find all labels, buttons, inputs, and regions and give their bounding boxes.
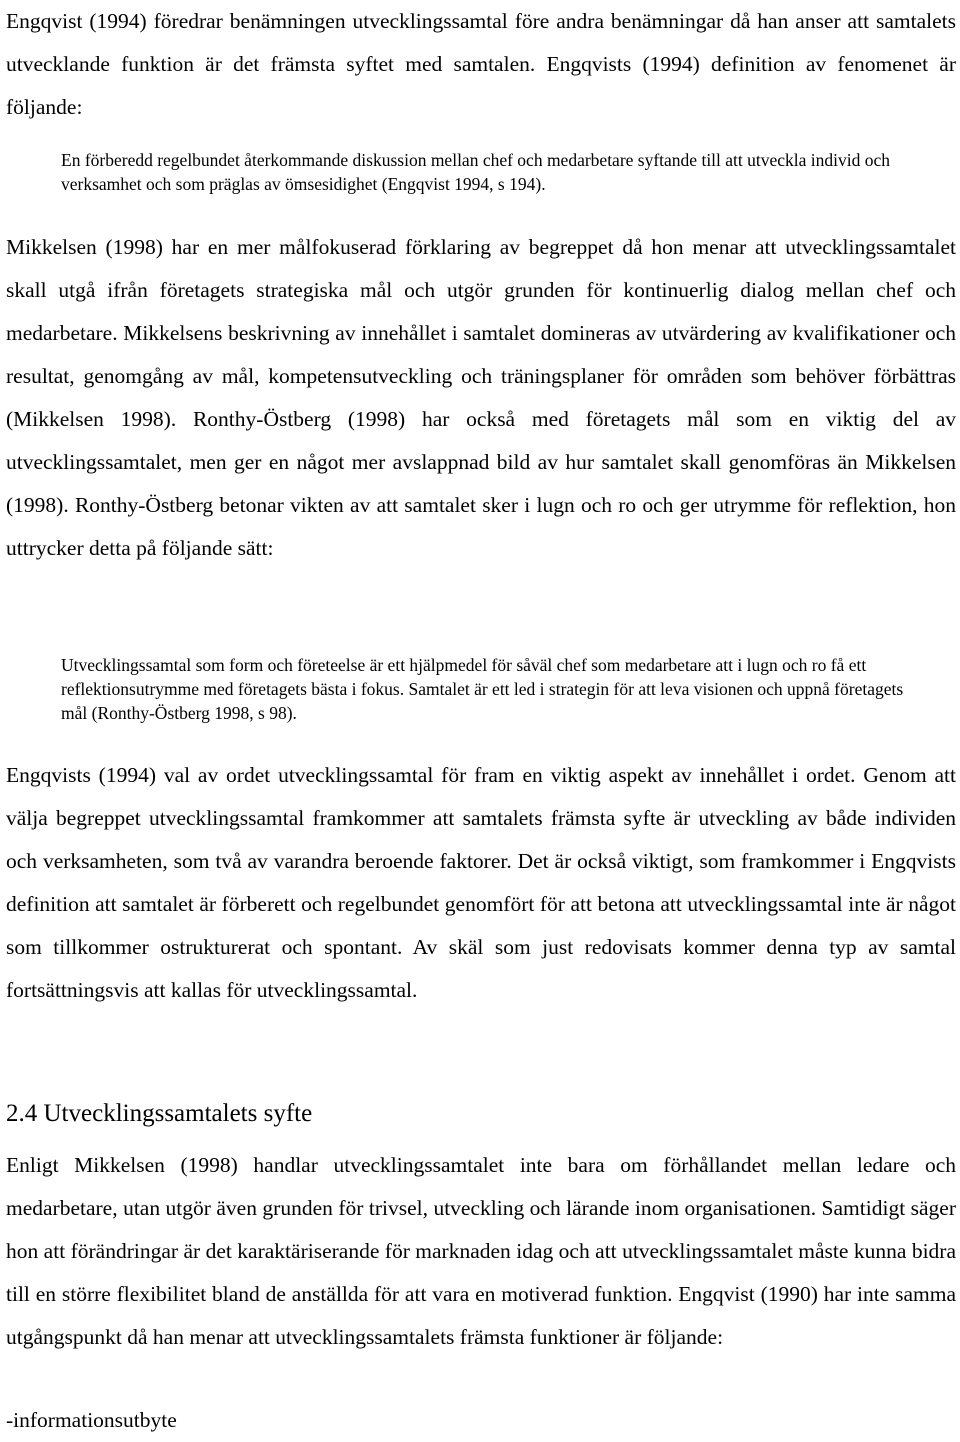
block-quote: En förberedd regelbundet återkommande diskussion mellan chef och medarbetare syftande till att utveckla individ och verksamhet och som präglas av ömsesidighet (Engqvist 1994, s 194). [61, 150, 891, 194]
block-quote: Utvecklingssamtal som form och företeelse är ett hjälpmedel för såväl chef som medarbetare att i lugn och ro få ett reflektionsutrymme med företagets bästa i fokus. Samtalet är ett led i strategin för att leva visionen och uppnå företagets mål (Ronthy-Östberg 1998, s 98). [61, 655, 904, 723]
body-paragraph: Engqvist (1994) föredrar benämningen utvecklingssamtal före andra benämningar då han anser att samtalets utvecklande funktion är det främsta syftet med samtalen. Engqvists (1994) definition av fenomenet är följande: [6, 9, 956, 119]
list-item: -informationsutbyte [6, 1408, 177, 1432]
body-paragraph: Engqvists (1994) val av ordet utvecklingssamtal för fram en viktig aspekt av innehållet i ordet. Genom att välja begreppet utvecklingssamtal framkommer att samtalets främsta syfte är utveckling av både individen och verksamheten, som två av varandra beroende faktorer. Det är också viktigt, som framkommer i Engqvists definition att samtalet är förberett och regelbundet genomfört för att betona att utvecklingssamtal inte är något som tillkommer ostrukturerat och spontant. Av skäl som just redovisats kommer denna typ av samtal fortsättningsvis att kallas för utvecklingssamtal. [6, 763, 956, 1002]
body-paragraph: Mikkelsen (1998) har en mer målfokuserad förklaring av begreppet då hon menar att utvecklingssamtalet skall utgå ifrån företagets strategiska mål och utgör grunden för kontinuerlig dialog mellan chef och medarbetare. Mikkelsens beskrivning av innehållet i samtalet domineras av utvärdering av kvalifikationer och resultat, genomgång av mål, kompetensutveckling och träningsplaner för områden som behöver förbättras (Mikkelsen 1998). Ronthy-Östberg (1998) har också med företagets mål som en viktig del av utvecklingssamtalet, men ger en något mer avslappnad bild av hur samtalet skall genomföras än Mikkelsen (1998). Ronthy-Östberg betonar vikten av att samtalet sker i lugn och ro och ger utrymme för reflektion, hon uttrycker detta på följande sätt: [6, 235, 956, 560]
section-heading: 2.4 Utvecklingssamtalets syfte [6, 1100, 313, 1127]
body-paragraph: Enligt Mikkelsen (1998) handlar utvecklingssamtalet inte bara om förhållandet mellan ledare och medarbetare, utan utgör även grunden för trivsel, utveckling och lärande inom organisationen. Samtidigt säger hon att förändringar är det karaktäriserande för marknaden idag och att utvecklingssamtalet måste kunna bidra till en större flexibilitet bland de anställda för att vara en motiverad funktion. Engqvist (1990) har inte samma utgångspunkt då han menar att utvecklingssamtalets främsta funktioner är följande: [6, 1153, 956, 1349]
